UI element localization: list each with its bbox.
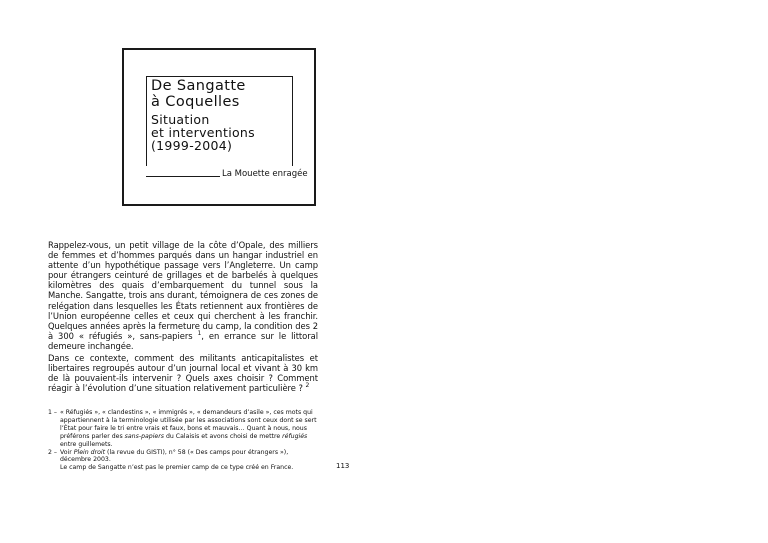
title-line-1: De Sangatte: [151, 78, 246, 94]
paragraph-2: [48, 353, 318, 393]
chapter-author: La Mouette enragée: [222, 169, 308, 179]
footnote-2-line-2: Le camp de Sangatte n’est pas le premier camp de ce type créé en France.: [60, 464, 294, 472]
footnote-ref-2: 2: [305, 382, 310, 390]
paragraph-1-end: , en errance sur le littoral demeure inchangée.: [48, 330, 318, 351]
footnote-1-emphasis-2: réfugiés: [282, 432, 308, 440]
footnote-1-emphasis-1: sans-papiers: [124, 432, 165, 440]
paragraph-1: [48, 240, 318, 351]
subtitle-line-3: (1999-2004): [151, 138, 233, 153]
paragraph-1-text: Rappelez-vous, un petit village de la côte d’Opale, des milliers de femmes et d’hommes parqués dans un hangar industriel en attente d’un hypothétique passage vers l’Angleterre. Un camp pour étrangers ceinturé de grillages et de barbelés à quelques kilomètres des quais d’embarquement du tunnel sous la Manche. Sangatte, trois ans durant, témoignera de ces zones de relégation dans lesquelles les États retiennent aux frontières de l’Union européenne celles et ceux qui cherchent à les franchir. Quelques années après la fermeture du camp, la condition des 2 à 300 « réfugiés », sans-papiers: [48, 240, 318, 341]
footnote-2: [48, 449, 320, 473]
footnote-ref-1: 1: [197, 329, 202, 337]
paragraph-2-text: Dans ce contexte, comment des militants anticapitalistes et libertaires regroupés autour d’un journal local et vivant à 30 km de là pouvaient-ils intervenir ? Quels axes choisir ? Comment réagir à l’évolution d’une situation relativement particulière ?: [48, 353, 318, 394]
page-number: 113: [336, 462, 350, 470]
footnote-2-emphasis: Plein droit: [73, 448, 106, 456]
subtitle-line-1: Situation: [151, 112, 210, 127]
footnote-1-line-3a: parler des: [91, 432, 123, 440]
title-rule: [146, 176, 220, 177]
footnote-2-line-1b: (la revue du GISTI), n° 58 (« Des camps pour étrangers »), décembre 2003.: [60, 448, 289, 464]
footnote-1: [48, 409, 320, 449]
footnote-1-number: 1 –: [48, 409, 57, 416]
title-line-2: à Coquelles: [151, 94, 240, 110]
body-text: [48, 240, 318, 393]
footnote-2-number: 2 –: [48, 448, 57, 456]
chapter-subtitle: [151, 113, 255, 152]
footnote-2-text: [60, 449, 320, 473]
footnote-1-line-3c: entre guillemets.: [60, 440, 113, 448]
footnote-1-line-2: pour faire le tri entre vrais et faux, bons et mauvais… Quant à nous, nous préférons: [60, 424, 307, 440]
footnotes: [48, 409, 320, 472]
subtitle-line-2: et interventions: [151, 125, 255, 140]
footnote-1-line-3b: du Calaisis et avons choisi de mettre: [165, 432, 281, 440]
footnote-2-line-1a: Voir: [60, 448, 72, 456]
footnote-1-line-1: « Réfugiés », « clandestins », « immigrés », « demandeurs d’asile », ces mots qui appartiennent à la terminologie utilisée par les associations sont ceux dont se sert l’État: [60, 409, 317, 432]
chapter-title: [151, 78, 246, 110]
footnote-1-text: [60, 409, 320, 449]
